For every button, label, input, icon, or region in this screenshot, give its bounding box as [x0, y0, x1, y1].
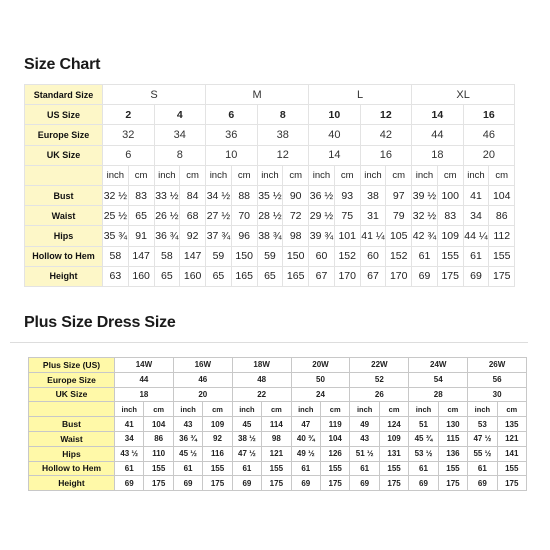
plus-measurement-value: 47 — [291, 417, 320, 432]
plus-europe-size-row — [29, 372, 527, 387]
plus-measurement-value: 114 — [262, 417, 291, 432]
measurement-value: 175 — [437, 266, 463, 286]
measurement-value: 75 — [334, 206, 360, 226]
plus-unit-label: inch — [409, 402, 438, 417]
measurement-value: 101 — [334, 226, 360, 246]
plus-unit-label: inch — [115, 402, 144, 417]
plus-row-label-us-size: Plus Size (US) — [29, 358, 115, 373]
plus-unit-label: cm — [321, 402, 350, 417]
plus-measurement-value: 55 ½ — [468, 446, 497, 461]
measurement-value: 165 — [231, 266, 257, 286]
europe-size-7: 46 — [463, 125, 515, 145]
plus-row-label-measurement: Hollow to Hem — [29, 461, 115, 476]
unit-label: inch — [257, 165, 283, 185]
plus-measurement-value: 45 — [232, 417, 261, 432]
plus-uk-size-4: 26 — [350, 387, 409, 402]
us-size-7: 16 — [463, 105, 515, 125]
plus-measurement-value: 61 — [291, 461, 320, 476]
standard-size-3: XL — [412, 85, 515, 105]
measurement-value: 100 — [437, 185, 463, 205]
plus-measurement-value: 130 — [438, 417, 467, 432]
uk-size-5: 16 — [360, 145, 412, 165]
measurement-value: 41 ¼ — [360, 226, 386, 246]
measurement-value: 34 — [463, 206, 489, 226]
plus-europe-size-5: 54 — [409, 372, 468, 387]
plus-measurement-value: 38 ½ — [232, 431, 261, 446]
measurement-value: 61 — [412, 246, 438, 266]
standard-size-row — [25, 85, 515, 105]
row-label-measurement: Hollow to Hem — [25, 246, 103, 266]
uk-size-6: 18 — [412, 145, 464, 165]
plus-measurement-value: 98 — [262, 431, 291, 446]
measurement-value: 32 ½ — [103, 185, 129, 205]
plus-measurement-value: 175 — [438, 476, 467, 491]
us-size-row — [25, 105, 515, 125]
plus-uk-size-2: 22 — [232, 387, 291, 402]
measurement-value: 150 — [231, 246, 257, 266]
plus-measurement-value: 45 ½ — [173, 446, 202, 461]
plus-europe-size-6: 56 — [468, 372, 527, 387]
plus-measurement-value: 43 ½ — [115, 446, 144, 461]
measurement-value: 70 — [231, 206, 257, 226]
measurement-value: 83 — [437, 206, 463, 226]
plus-uk-size-row — [29, 387, 527, 402]
measurement-value: 93 — [334, 185, 360, 205]
plus-measurement-value: 61 — [409, 461, 438, 476]
measurement-value: 96 — [231, 226, 257, 246]
row-label-uk-size: UK Size — [25, 145, 103, 165]
measurement-value: 97 — [386, 185, 412, 205]
measurement-value: 65 — [206, 266, 232, 286]
measurement-value: 65 — [257, 266, 283, 286]
measurement-row — [25, 226, 515, 246]
measurement-value: 36 ½ — [309, 185, 335, 205]
unit-row-blank — [25, 165, 103, 185]
plus-measurement-value: 126 — [321, 446, 350, 461]
measurement-value: 105 — [386, 226, 412, 246]
row-label-measurement: Waist — [25, 206, 103, 226]
plus-measurement-value: 34 — [115, 431, 144, 446]
plus-measurement-value: 41 — [115, 417, 144, 432]
uk-size-1: 8 — [154, 145, 206, 165]
unit-label: inch — [309, 165, 335, 185]
plus-measurement-value: 175 — [203, 476, 232, 491]
europe-size-5: 42 — [360, 125, 412, 145]
plus-measurement-value: 109 — [379, 431, 408, 446]
measurement-value: 26 ½ — [154, 206, 180, 226]
europe-size-row — [25, 125, 515, 145]
measurement-value: 61 — [463, 246, 489, 266]
uk-size-3: 12 — [257, 145, 309, 165]
measurement-value: 37 ¾ — [206, 226, 232, 246]
measurement-value: 92 — [180, 226, 206, 246]
plus-measurement-value: 69 — [115, 476, 144, 491]
measurement-value: 155 — [437, 246, 463, 266]
unit-label: cm — [231, 165, 257, 185]
plus-measurement-value: 155 — [144, 461, 173, 476]
measurement-value: 90 — [283, 185, 309, 205]
measurement-value: 98 — [283, 226, 309, 246]
plus-unit-label: cm — [144, 402, 173, 417]
measurement-value: 27 ½ — [206, 206, 232, 226]
row-label-europe-size: Europe Size — [25, 125, 103, 145]
measurement-value: 39 ½ — [412, 185, 438, 205]
measurement-value: 109 — [437, 226, 463, 246]
plus-measurement-value: 53 ½ — [409, 446, 438, 461]
measurement-value: 42 ¾ — [412, 226, 438, 246]
plus-us-size-1: 16W — [173, 358, 232, 373]
measurement-value: 79 — [386, 206, 412, 226]
measurement-value: 69 — [412, 266, 438, 286]
measurement-value: 160 — [128, 266, 154, 286]
plus-measurement-value: 43 — [350, 431, 379, 446]
europe-size-6: 44 — [412, 125, 464, 145]
measurement-value: 155 — [489, 246, 515, 266]
measurement-value: 38 ¾ — [257, 226, 283, 246]
plus-measurement-value: 53 — [468, 417, 497, 432]
us-size-3: 8 — [257, 105, 309, 125]
us-size-1: 4 — [154, 105, 206, 125]
unit-label: cm — [386, 165, 412, 185]
plus-measurement-value: 61 — [232, 461, 261, 476]
row-label-standard-size: Standard Size — [25, 85, 103, 105]
plus-measurement-row — [29, 431, 527, 446]
plus-row-label-uk-size: UK Size — [29, 387, 115, 402]
measurement-value: 59 — [257, 246, 283, 266]
plus-us-size-5: 24W — [409, 358, 468, 373]
standard-size-0: S — [103, 85, 206, 105]
plus-measurement-value: 69 — [350, 476, 379, 491]
plus-size-chart-table — [28, 357, 527, 491]
uk-size-row — [25, 145, 515, 165]
unit-label: inch — [463, 165, 489, 185]
plus-measurement-value: 116 — [203, 446, 232, 461]
unit-label: cm — [128, 165, 154, 185]
plus-measurement-value: 104 — [321, 431, 350, 446]
unit-label: cm — [283, 165, 309, 185]
plus-europe-size-3: 50 — [291, 372, 350, 387]
plus-row-label-europe-size: Europe Size — [29, 372, 115, 387]
plus-unit-row — [29, 402, 527, 417]
plus-measurement-value: 43 — [173, 417, 202, 432]
plus-measurement-value: 175 — [262, 476, 291, 491]
plus-measurement-value: 175 — [321, 476, 350, 491]
plus-measurement-value: 69 — [291, 476, 320, 491]
uk-size-7: 20 — [463, 145, 515, 165]
measurement-value: 104 — [489, 185, 515, 205]
unit-label: cm — [334, 165, 360, 185]
plus-unit-label: cm — [262, 402, 291, 417]
measurement-value: 112 — [489, 226, 515, 246]
measurement-value: 150 — [283, 246, 309, 266]
unit-label: inch — [103, 165, 129, 185]
plus-uk-size-3: 24 — [291, 387, 350, 402]
plus-us-size-row — [29, 358, 527, 373]
us-size-5: 12 — [360, 105, 412, 125]
plus-row-label-measurement: Bust — [29, 417, 115, 432]
measurement-value: 160 — [180, 266, 206, 286]
measurement-row — [25, 185, 515, 205]
plus-measurement-value: 124 — [379, 417, 408, 432]
plus-measurement-value: 69 — [409, 476, 438, 491]
row-label-measurement: Bust — [25, 185, 103, 205]
plus-measurement-value: 40 ¾ — [291, 431, 320, 446]
plus-measurement-row — [29, 461, 527, 476]
plus-us-size-3: 20W — [291, 358, 350, 373]
plus-measurement-value: 155 — [438, 461, 467, 476]
plus-measurement-value: 119 — [321, 417, 350, 432]
plus-measurement-value: 47 ½ — [232, 446, 261, 461]
measurement-value: 58 — [103, 246, 129, 266]
measurement-value: 165 — [283, 266, 309, 286]
plus-measurement-value: 61 — [173, 461, 202, 476]
measurement-value: 65 — [128, 206, 154, 226]
measurement-value: 34 ½ — [206, 185, 232, 205]
plus-unit-label: cm — [203, 402, 232, 417]
measurement-row — [25, 266, 515, 286]
europe-size-4: 40 — [309, 125, 361, 145]
measurement-value: 33 ½ — [154, 185, 180, 205]
measurement-value: 152 — [386, 246, 412, 266]
plus-unit-label: cm — [379, 402, 408, 417]
row-label-us-size: US Size — [25, 105, 103, 125]
plus-measurement-value: 69 — [468, 476, 497, 491]
plus-unit-label: inch — [350, 402, 379, 417]
size-chart-table — [24, 84, 515, 287]
plus-measurement-row — [29, 446, 527, 461]
unit-label: cm — [180, 165, 206, 185]
plus-measurement-value: 86 — [144, 431, 173, 446]
plus-europe-size-0: 44 — [115, 372, 174, 387]
unit-label: inch — [154, 165, 180, 185]
plus-measurement-value: 175 — [497, 476, 526, 491]
plus-uk-size-1: 20 — [173, 387, 232, 402]
measurement-value: 67 — [360, 266, 386, 286]
plus-measurement-value: 121 — [262, 446, 291, 461]
plus-us-size-0: 14W — [115, 358, 174, 373]
size-chart-title: Size Chart — [24, 56, 101, 73]
measurement-value: 39 ¾ — [309, 226, 335, 246]
plus-unit-label: cm — [497, 402, 526, 417]
plus-measurement-value: 69 — [173, 476, 202, 491]
plus-measurement-value: 110 — [144, 446, 173, 461]
measurement-value: 29 ½ — [309, 206, 335, 226]
plus-measurement-value: 135 — [497, 417, 526, 432]
uk-size-2: 10 — [206, 145, 258, 165]
measurement-value: 28 ½ — [257, 206, 283, 226]
plus-measurement-value: 47 ½ — [468, 431, 497, 446]
plus-measurement-value: 61 — [350, 461, 379, 476]
plus-measurement-value: 61 — [468, 461, 497, 476]
plus-unit-label: inch — [468, 402, 497, 417]
plus-uk-size-0: 18 — [115, 387, 174, 402]
europe-size-3: 38 — [257, 125, 309, 145]
plus-row-label-measurement: Hips — [29, 446, 115, 461]
measurement-value: 35 ¾ — [103, 226, 129, 246]
plus-europe-size-2: 48 — [232, 372, 291, 387]
plus-unit-label: inch — [291, 402, 320, 417]
plus-measurement-value: 115 — [438, 431, 467, 446]
row-label-measurement: Hips — [25, 226, 103, 246]
measurement-value: 60 — [309, 246, 335, 266]
measurement-value: 25 ½ — [103, 206, 129, 226]
plus-uk-size-6: 30 — [468, 387, 527, 402]
measurement-value: 69 — [463, 266, 489, 286]
measurement-value: 68 — [180, 206, 206, 226]
plus-us-size-4: 22W — [350, 358, 409, 373]
row-label-measurement: Height — [25, 266, 103, 286]
unit-label: inch — [360, 165, 386, 185]
measurement-value: 35 ½ — [257, 185, 283, 205]
plus-measurement-value: 92 — [203, 431, 232, 446]
measurement-value: 67 — [309, 266, 335, 286]
uk-size-4: 14 — [309, 145, 361, 165]
plus-measurement-value: 61 — [115, 461, 144, 476]
us-size-0: 2 — [103, 105, 155, 125]
plus-measurement-value: 141 — [497, 446, 526, 461]
plus-measurement-value: 175 — [144, 476, 173, 491]
plus-measurement-value: 155 — [262, 461, 291, 476]
measurement-row — [25, 206, 515, 226]
plus-measurement-value: 49 — [350, 417, 379, 432]
europe-size-1: 34 — [154, 125, 206, 145]
plus-measurement-value: 155 — [379, 461, 408, 476]
plus-unit-row-blank — [29, 402, 115, 417]
plus-measurement-value: 155 — [203, 461, 232, 476]
measurement-value: 84 — [180, 185, 206, 205]
plus-us-size-2: 18W — [232, 358, 291, 373]
plus-unit-label: inch — [173, 402, 202, 417]
plus-measurement-value: 51 — [409, 417, 438, 432]
measurement-value: 147 — [128, 246, 154, 266]
europe-size-2: 36 — [206, 125, 258, 145]
measurement-row — [25, 246, 515, 266]
plus-measurement-value: 175 — [379, 476, 408, 491]
measurement-value: 170 — [334, 266, 360, 286]
standard-size-1: M — [206, 85, 309, 105]
measurement-value: 58 — [154, 246, 180, 266]
unit-label: cm — [437, 165, 463, 185]
measurement-value: 44 ¼ — [463, 226, 489, 246]
measurement-value: 170 — [386, 266, 412, 286]
measurement-value: 72 — [283, 206, 309, 226]
standard-size-2: L — [309, 85, 412, 105]
plus-measurement-value: 49 ½ — [291, 446, 320, 461]
europe-size-0: 32 — [103, 125, 155, 145]
plus-uk-size-5: 28 — [409, 387, 468, 402]
measurement-value: 147 — [180, 246, 206, 266]
plus-measurement-value: 136 — [438, 446, 467, 461]
plus-measurement-value: 155 — [321, 461, 350, 476]
plus-measurement-row — [29, 476, 527, 491]
measurement-value: 175 — [489, 266, 515, 286]
plus-measurement-value: 51 ½ — [350, 446, 379, 461]
us-size-2: 6 — [206, 105, 258, 125]
us-size-6: 14 — [412, 105, 464, 125]
plus-unit-label: inch — [232, 402, 261, 417]
plus-europe-size-4: 52 — [350, 372, 409, 387]
measurement-value: 65 — [154, 266, 180, 286]
plus-size-chart-title: Plus Size Dress Size — [24, 314, 176, 331]
measurement-value: 83 — [128, 185, 154, 205]
plus-unit-label: cm — [438, 402, 467, 417]
unit-row — [25, 165, 515, 185]
plus-row-label-measurement: Waist — [29, 431, 115, 446]
measurement-value: 36 ¾ — [154, 226, 180, 246]
us-size-4: 10 — [309, 105, 361, 125]
plus-us-size-6: 26W — [468, 358, 527, 373]
plus-europe-size-1: 46 — [173, 372, 232, 387]
plus-measurement-value: 121 — [497, 431, 526, 446]
measurement-value: 59 — [206, 246, 232, 266]
unit-label: cm — [489, 165, 515, 185]
measurement-value: 38 — [360, 185, 386, 205]
plus-measurement-value: 155 — [497, 461, 526, 476]
measurement-value: 32 ½ — [412, 206, 438, 226]
plus-measurement-value: 36 ¾ — [173, 431, 202, 446]
plus-measurement-value: 45 ¾ — [409, 431, 438, 446]
plus-row-label-measurement: Height — [29, 476, 115, 491]
measurement-value: 152 — [334, 246, 360, 266]
uk-size-0: 6 — [103, 145, 155, 165]
measurement-value: 41 — [463, 185, 489, 205]
unit-label: inch — [412, 165, 438, 185]
measurement-value: 31 — [360, 206, 386, 226]
unit-label: inch — [206, 165, 232, 185]
measurement-value: 60 — [360, 246, 386, 266]
measurement-value: 88 — [231, 185, 257, 205]
plus-measurement-value: 69 — [232, 476, 261, 491]
plus-measurement-value: 104 — [144, 417, 173, 432]
plus-measurement-value: 109 — [203, 417, 232, 432]
measurement-value: 91 — [128, 226, 154, 246]
measurement-value: 63 — [103, 266, 129, 286]
measurement-value: 86 — [489, 206, 515, 226]
plus-measurement-row — [29, 417, 527, 432]
plus-measurement-value: 131 — [379, 446, 408, 461]
